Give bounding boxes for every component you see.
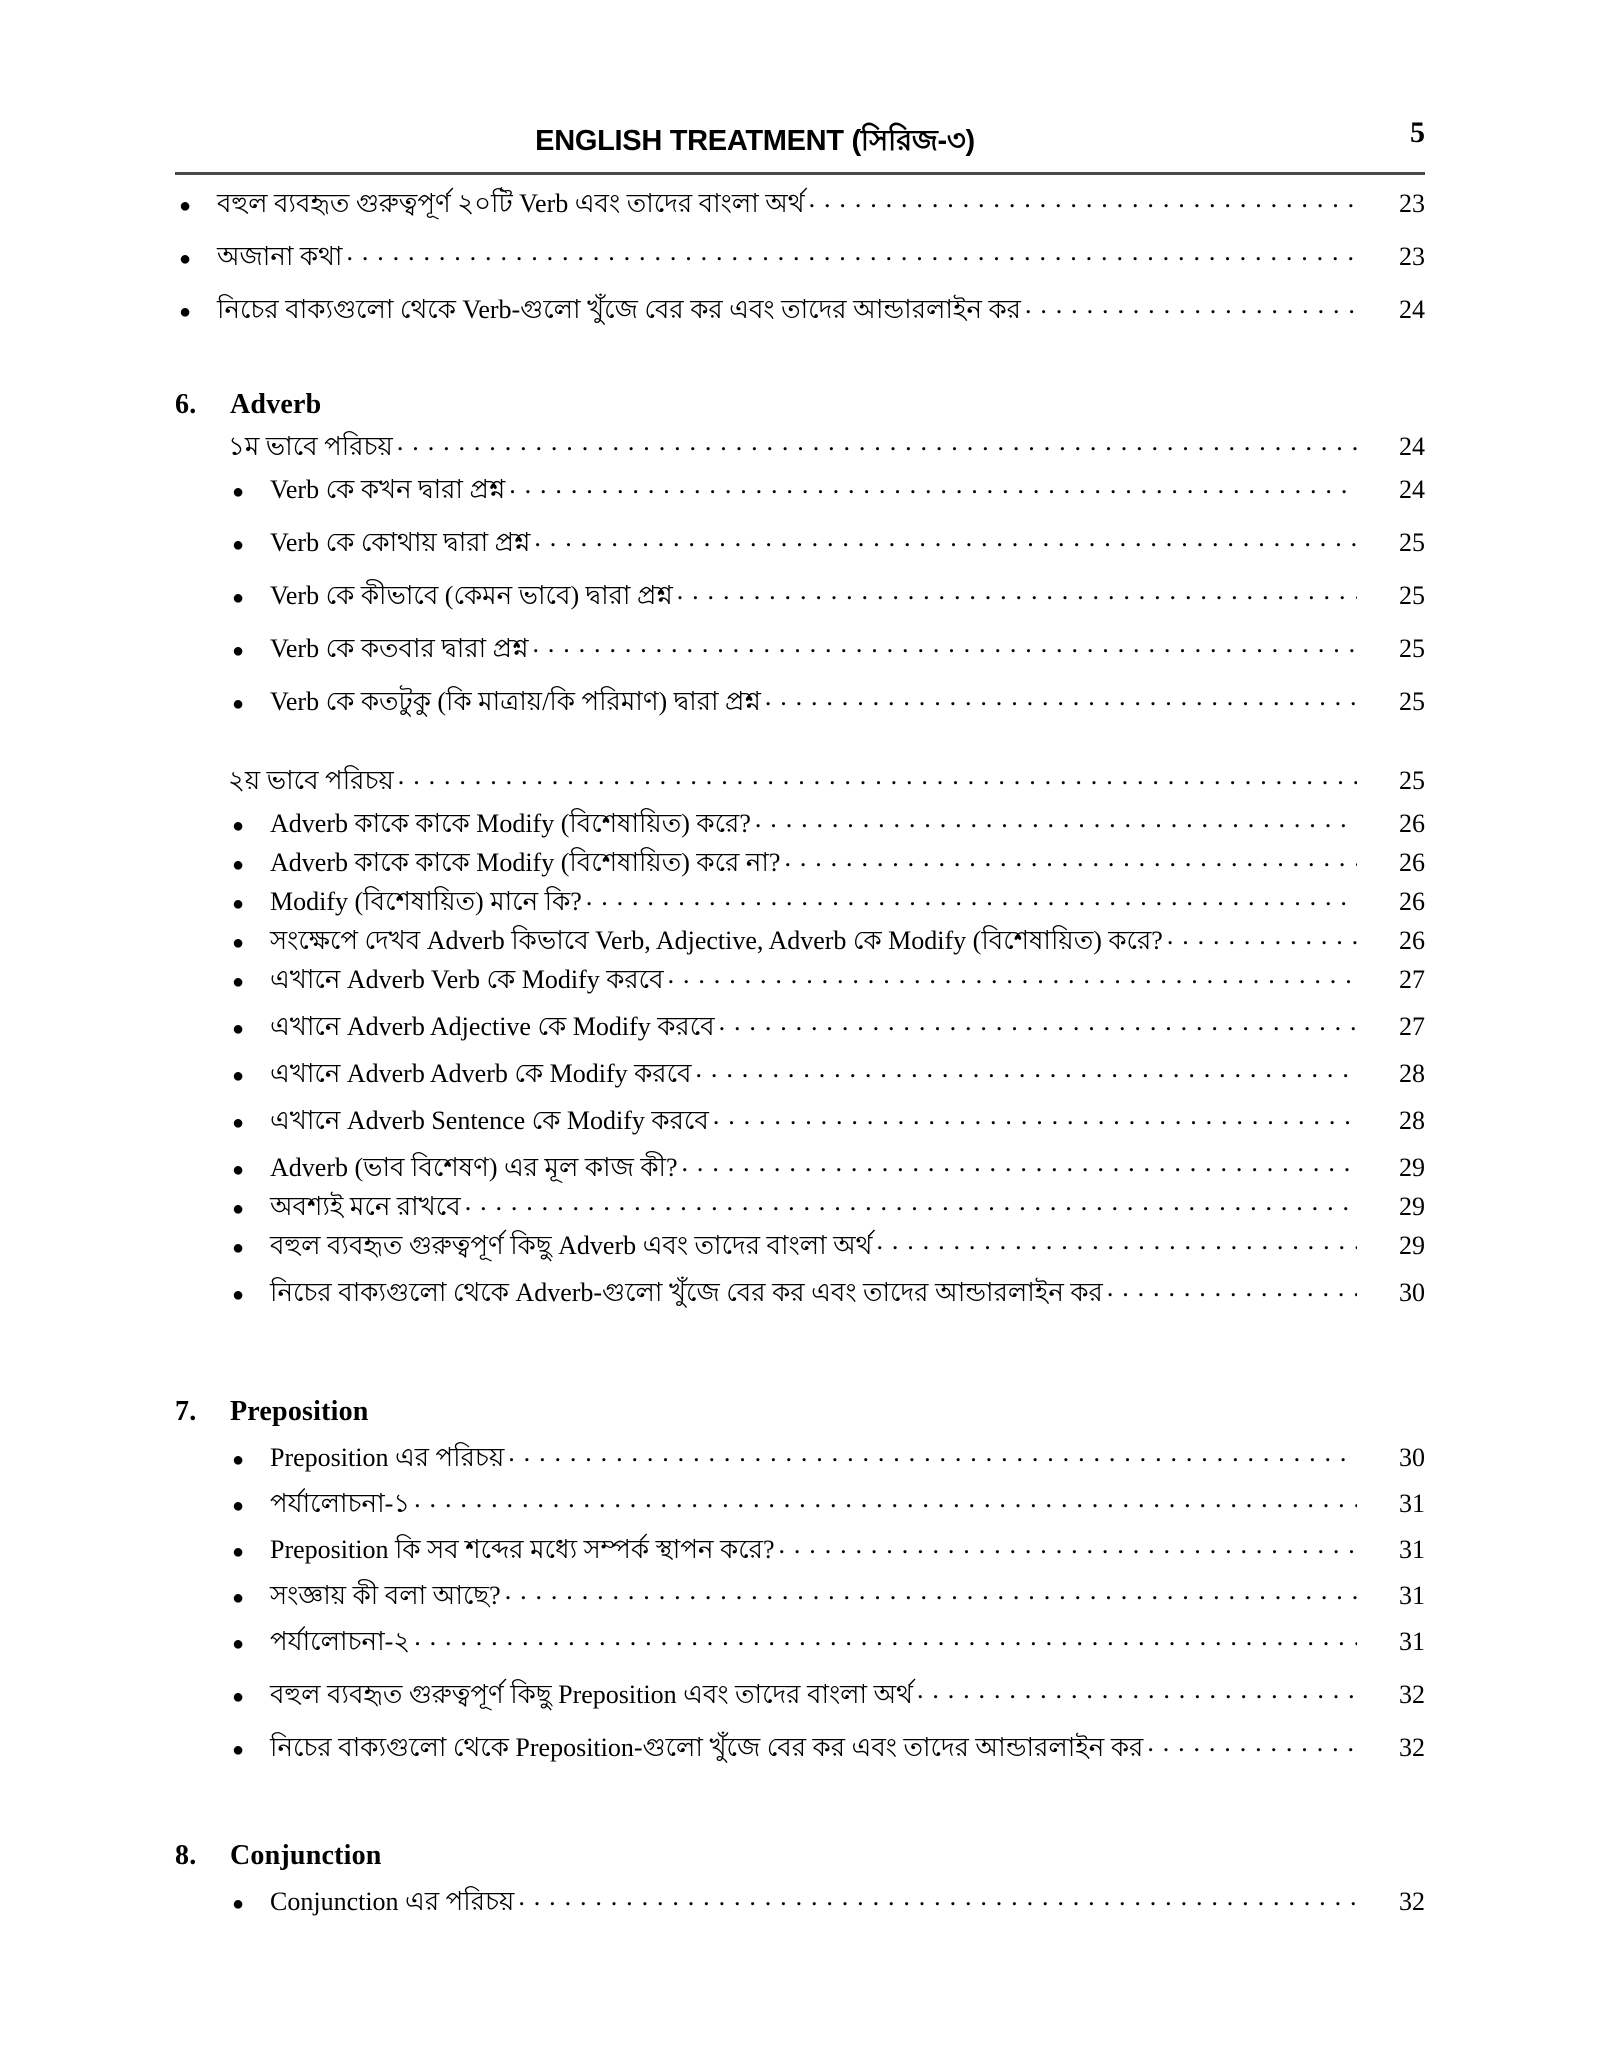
bullet-icon: ● bbox=[232, 815, 245, 837]
dot-leader bbox=[765, 684, 1357, 710]
bullet-icon: ● bbox=[232, 971, 245, 993]
toc-entry-page: 25 bbox=[1399, 766, 1425, 795]
bullet-icon: ● bbox=[232, 1284, 245, 1306]
toc-entry-page: 29 bbox=[1399, 1192, 1425, 1221]
toc-row[interactable] bbox=[228, 806, 1425, 837]
bullet-icon: ● bbox=[179, 248, 192, 270]
toc-entry-label: অবশ্যই মনে রাখবে bbox=[270, 1192, 461, 1221]
toc-entry-label: Verb কে কখন দ্বারা প্রশ্ন bbox=[270, 475, 506, 504]
toc-row[interactable] bbox=[228, 845, 1425, 876]
toc-row[interactable] bbox=[228, 1228, 1425, 1259]
dot-leader bbox=[1025, 292, 1357, 318]
dot-leader bbox=[1167, 923, 1357, 949]
bullet-icon: ● bbox=[232, 587, 245, 609]
toc-entry-label: Verb কে কতবার দ্বারা প্রশ্ন bbox=[270, 634, 529, 663]
bullet-icon: ● bbox=[232, 640, 245, 662]
toc-row[interactable] bbox=[228, 472, 1425, 503]
dot-leader bbox=[414, 1486, 1357, 1512]
toc-row[interactable] bbox=[228, 1009, 1425, 1040]
toc-entry-page: 28 bbox=[1399, 1106, 1425, 1135]
header-divider bbox=[175, 172, 1425, 175]
toc-entry-label: ১ম ভাবে পরিচয় bbox=[228, 432, 393, 461]
toc-entry-page: 26 bbox=[1399, 809, 1425, 838]
dot-leader bbox=[696, 1056, 1357, 1082]
toc-entry-page: 30 bbox=[1399, 1443, 1425, 1472]
dot-leader bbox=[586, 884, 1357, 910]
toc-row-lead[interactable] bbox=[228, 763, 1425, 794]
bullet-icon: ● bbox=[232, 1893, 245, 1915]
toc-entry-page: 31 bbox=[1399, 1489, 1425, 1518]
bullet-icon: ● bbox=[232, 1198, 245, 1220]
toc-entry-page: 28 bbox=[1399, 1059, 1425, 1088]
bullet-icon: ● bbox=[232, 1449, 245, 1471]
toc-entry-page: 32 bbox=[1399, 1733, 1425, 1762]
bullet-icon: ● bbox=[232, 693, 245, 715]
spacer bbox=[0, 1314, 1600, 1396]
bullet-icon: ● bbox=[232, 893, 245, 915]
toc-entry-page: 23 bbox=[1399, 189, 1425, 218]
dot-leader bbox=[414, 1624, 1357, 1650]
bullet-icon: ● bbox=[232, 1541, 245, 1563]
toc-entry-page: 25 bbox=[1399, 687, 1425, 716]
toc-row[interactable] bbox=[228, 1624, 1425, 1655]
dot-leader bbox=[509, 472, 1357, 498]
bullet-icon: ● bbox=[232, 1159, 245, 1181]
toc-entry-label: Verb কে কোথায় দ্বারা প্রশ্ন bbox=[270, 528, 531, 557]
toc-row[interactable] bbox=[228, 1056, 1425, 1087]
toc-entry-label: এখানে Adverb Sentence কে Modify করবে bbox=[270, 1106, 709, 1135]
toc-entry-label: নিচের বাক্যগুলো থেকে Adverb-গুলো খুঁজে বের কর এবং তাদের আন্ডারলাইন কর bbox=[270, 1278, 1103, 1307]
spacer bbox=[0, 1776, 1600, 1840]
toc-entry-label: সংক্ষেপে দেখব Adverb কিভাবে Verb, Adjective, Adverb কে Modify (বিশেষায়িত) করে? bbox=[270, 926, 1163, 955]
toc-row-lead[interactable] bbox=[228, 429, 1425, 460]
spacer bbox=[0, 460, 1600, 472]
dot-leader bbox=[534, 525, 1357, 551]
toc-row[interactable] bbox=[228, 1884, 1425, 1915]
dot-leader bbox=[1107, 1275, 1357, 1301]
toc-row[interactable] bbox=[228, 962, 1425, 993]
bullet-icon: ● bbox=[232, 1686, 245, 1708]
toc-entry-label: Adverb কাকে কাকে Modify (বিশেষায়িত) করে না? bbox=[270, 848, 781, 877]
toc-entry-label: ২য় ভাবে পরিচয় bbox=[228, 766, 394, 795]
toc-entry-label: নিচের বাক্যগুলো থেকে Verb-গুলো খুঁজে বের কর এবং তাদের আন্ডারলাইন কর bbox=[217, 295, 1021, 324]
toc-entry-page: 26 bbox=[1399, 848, 1425, 877]
dot-leader bbox=[505, 1578, 1357, 1604]
spacer bbox=[0, 737, 1600, 763]
toc-row[interactable] bbox=[228, 1275, 1425, 1306]
bullet-icon: ● bbox=[232, 1495, 245, 1517]
toc-row[interactable] bbox=[228, 1103, 1425, 1134]
dot-leader bbox=[668, 962, 1357, 988]
toc-entry-page: 24 bbox=[1399, 432, 1425, 461]
bullet-icon: ● bbox=[232, 932, 245, 954]
toc-entry-label: Verb কে কীভাবে (কেমন ভাবে) দ্বারা প্রশ্ন bbox=[270, 581, 673, 610]
toc-entry-page: 29 bbox=[1399, 1153, 1425, 1182]
bullet-icon: ● bbox=[232, 1633, 245, 1655]
dot-leader bbox=[1147, 1730, 1357, 1756]
toc-row[interactable] bbox=[228, 631, 1425, 662]
dot-leader bbox=[784, 845, 1357, 871]
toc-row[interactable] bbox=[228, 1189, 1425, 1220]
toc-entry-label: বহুল ব্যবহৃত গুরুত্বপূর্ণ ২০টি Verb এবং তাদের বাংলা অর্থ bbox=[217, 189, 805, 218]
page-header bbox=[175, 118, 1425, 166]
toc-group-adverb-first bbox=[0, 472, 1600, 715]
toc-entry-label: Modify (বিশেষায়িত) মানে কি? bbox=[270, 887, 582, 916]
section-heading-conjunction[interactable] bbox=[175, 1840, 1600, 1872]
toc-entry-page: 31 bbox=[1399, 1535, 1425, 1564]
toc-row[interactable] bbox=[228, 1486, 1425, 1517]
bullet-icon: ● bbox=[232, 534, 245, 556]
toc-entry-page: 25 bbox=[1399, 581, 1425, 610]
toc-row[interactable] bbox=[228, 1150, 1425, 1181]
dot-leader bbox=[779, 1532, 1358, 1558]
toc-entry-label: Adverb কাকে কাকে Modify (বিশেষায়িত) করে? bbox=[270, 809, 751, 838]
toc-row[interactable] bbox=[175, 239, 1425, 270]
toc-entry-page: 30 bbox=[1399, 1278, 1425, 1307]
toc-row[interactable] bbox=[228, 884, 1425, 915]
bullet-icon: ● bbox=[179, 301, 192, 323]
toc-group-carryover bbox=[0, 186, 1600, 323]
bullet-icon: ● bbox=[232, 1587, 245, 1609]
toc-entry-page: 27 bbox=[1399, 965, 1425, 994]
section-number: 7. bbox=[175, 1396, 197, 1427]
toc-row[interactable] bbox=[228, 684, 1425, 715]
table-of-contents bbox=[0, 186, 1600, 1915]
toc-entry-label: এখানে Adverb Adjective কে Modify করবে bbox=[270, 1012, 715, 1041]
dot-leader bbox=[518, 1884, 1357, 1910]
section-heading-preposition[interactable] bbox=[175, 1396, 1600, 1428]
toc-row[interactable] bbox=[228, 1440, 1425, 1471]
section-heading-adverb[interactable] bbox=[175, 389, 1600, 421]
toc-entry-label: Verb কে কতটুকু (কি মাত্রায়/কি পরিমাণ) দ্বারা প্রশ্ন bbox=[270, 687, 761, 716]
bullet-icon: ● bbox=[179, 195, 192, 217]
toc-entry-page: 27 bbox=[1399, 1012, 1425, 1041]
dot-leader bbox=[917, 1677, 1357, 1703]
toc-group-adverb-second bbox=[0, 806, 1600, 1306]
dot-leader bbox=[713, 1103, 1357, 1129]
dot-leader bbox=[532, 631, 1357, 657]
toc-entry-page: 26 bbox=[1399, 887, 1425, 916]
bullet-icon: ● bbox=[232, 1018, 245, 1040]
toc-row[interactable] bbox=[228, 1532, 1425, 1563]
spacer bbox=[0, 1872, 1600, 1884]
bullet-icon: ● bbox=[232, 481, 245, 503]
dot-leader bbox=[398, 763, 1357, 789]
bullet-icon: ● bbox=[232, 1065, 245, 1087]
toc-row[interactable] bbox=[228, 1578, 1425, 1609]
section-title: Conjunction bbox=[230, 1840, 382, 1871]
bullet-icon: ● bbox=[232, 854, 245, 876]
toc-entry-label: এখানে Adverb Verb কে Modify করবে bbox=[270, 965, 664, 994]
toc-entry-label: পর্যালোচনা-২ bbox=[270, 1627, 411, 1656]
toc-entry-page: 29 bbox=[1399, 1231, 1425, 1260]
toc-entry-page: 26 bbox=[1399, 926, 1425, 955]
spacer bbox=[0, 794, 1600, 806]
toc-entry-label: নিচের বাক্যগুলো থেকে Preposition-গুলো খুঁজে বের কর এবং তাদের আন্ডারলাইন কর bbox=[270, 1733, 1144, 1762]
toc-entry-page: 24 bbox=[1399, 475, 1425, 504]
dot-leader bbox=[677, 578, 1357, 604]
toc-entry-page: 31 bbox=[1399, 1627, 1425, 1656]
toc-entry-label: পর্যালোচনা-১ bbox=[270, 1489, 411, 1518]
toc-entry-page: 25 bbox=[1399, 634, 1425, 663]
toc-entry-label: এখানে Adverb Adverb কে Modify করবে bbox=[270, 1059, 692, 1088]
spacer bbox=[0, 345, 1600, 389]
toc-group-conjunction bbox=[0, 1884, 1600, 1915]
section-title: Preposition bbox=[230, 1396, 369, 1427]
toc-entry-label: অজানা কথা bbox=[217, 242, 343, 271]
dot-leader bbox=[346, 239, 1357, 265]
dot-leader bbox=[809, 186, 1357, 212]
toc-entry-page: 23 bbox=[1399, 242, 1425, 271]
dot-leader bbox=[719, 1009, 1357, 1035]
toc-entry-label: সংজ্ঞায় কী বলা আছে? bbox=[270, 1581, 501, 1610]
section-number: 8. bbox=[175, 1840, 197, 1871]
toc-entry-label: Preposition এর পরিচয় bbox=[270, 1443, 505, 1472]
toc-entry-label: বহুল ব্যবহৃত গুরুত্বপূর্ণ কিছু Preposition এবং তাদের বাংলা অর্থ bbox=[270, 1680, 913, 1709]
dot-leader bbox=[465, 1189, 1357, 1215]
toc-group-preposition bbox=[0, 1440, 1600, 1761]
dot-leader bbox=[682, 1150, 1357, 1176]
toc-entry-page: 25 bbox=[1399, 528, 1425, 557]
toc-entry-page: 32 bbox=[1399, 1680, 1425, 1709]
toc-row[interactable] bbox=[175, 292, 1425, 323]
bullet-icon: ● bbox=[232, 1739, 245, 1761]
toc-entry-label: Adverb (ভাব বিশেষণ) এর মূল কাজ কী? bbox=[270, 1153, 678, 1182]
page-number: 5 bbox=[1410, 116, 1425, 149]
page-title: ENGLISH TREATMENT (সিরিজ-৩) bbox=[535, 125, 975, 157]
bullet-icon: ● bbox=[232, 1237, 245, 1259]
toc-entry-label: Conjunction এর পরিচয় bbox=[270, 1887, 515, 1916]
toc-row[interactable] bbox=[228, 525, 1425, 556]
toc-entry-label: Preposition কি সব শব্দের মধ্যে সম্পর্ক স্থাপন করে? bbox=[270, 1535, 775, 1564]
toc-row[interactable] bbox=[228, 1677, 1425, 1708]
section-number: 6. bbox=[175, 389, 197, 420]
bullet-icon: ● bbox=[232, 1112, 245, 1134]
toc-entry-page: 32 bbox=[1399, 1887, 1425, 1916]
toc-row[interactable] bbox=[228, 1730, 1425, 1761]
dot-leader bbox=[755, 806, 1357, 832]
dot-leader bbox=[397, 429, 1357, 455]
toc-row[interactable] bbox=[228, 923, 1425, 954]
toc-entry-page: 31 bbox=[1399, 1581, 1425, 1610]
dot-leader bbox=[508, 1440, 1357, 1466]
dot-leader bbox=[876, 1228, 1357, 1254]
spacer bbox=[0, 1428, 1600, 1440]
toc-entry-label: বহুল ব্যবহৃত গুরুত্বপূর্ণ কিছু Adverb এবং তাদের বাংলা অর্থ bbox=[270, 1231, 873, 1260]
toc-row[interactable] bbox=[175, 186, 1425, 217]
toc-entry-page: 24 bbox=[1399, 295, 1425, 324]
section-title: Adverb bbox=[230, 389, 322, 420]
toc-row[interactable] bbox=[228, 578, 1425, 609]
